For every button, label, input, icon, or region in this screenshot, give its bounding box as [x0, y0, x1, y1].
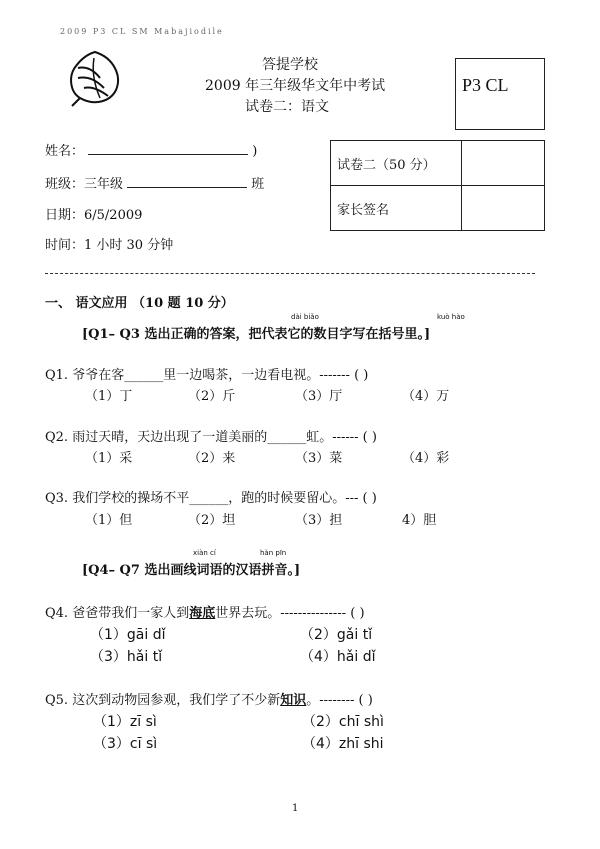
question-3: Q3. 我们学校的操场不平______，跑的时候要留心。--- ( )	[45, 491, 377, 506]
pinyin-hanpin: hàn pīn	[260, 549, 287, 557]
page-number: 1	[292, 803, 299, 814]
name-blank[interactable]	[88, 144, 248, 155]
q3-option-1[interactable]: （1）但	[85, 513, 133, 528]
class-blank[interactable]	[127, 177, 247, 188]
school-name: 答提学校	[262, 57, 318, 73]
q5-option-3[interactable]: （3）cī sì	[93, 736, 158, 752]
q5-keyword: 知识	[280, 693, 307, 708]
q1-option-4[interactable]: （4）万	[402, 389, 450, 404]
pinyin-xianci: xiàn cí	[193, 549, 216, 557]
score-label: 试卷二（50 分）	[331, 141, 462, 186]
date-field: 日期：6/5/2009	[45, 208, 143, 223]
class-code: P3 CL	[462, 75, 509, 95]
class-code-box	[455, 58, 545, 130]
question-2: Q2. 雨过天晴，天边出现了一道美丽的______虹。------ ( )	[45, 430, 377, 445]
q5-option-4[interactable]: （4）zhī shi	[302, 736, 384, 752]
question-5	[45, 689, 373, 708]
instruction-q1-q3: [Q1– Q3 选出正确的答案，把代表它的数目字写在括号里。]	[82, 327, 431, 342]
q4-option-1[interactable]: （1）gāi dǐ	[90, 627, 166, 643]
score-table	[330, 140, 545, 231]
q2-option-4[interactable]: （4）彩	[402, 451, 450, 466]
time-field: 时间：1 小时 30 分钟	[45, 238, 174, 253]
pinyin-kuohao: kuò hào	[437, 313, 465, 321]
question-4	[45, 602, 365, 621]
q5-text-suffix: 。-------- ( )	[306, 693, 373, 708]
exam-title: 2009 年三年级华文年中考试	[205, 78, 386, 94]
q5-text-prefix: Q5. 这次到动物园参观，我们学了不少新	[45, 693, 281, 708]
q1-option-2[interactable]: （2）斤	[188, 389, 236, 404]
name-paren: )	[252, 144, 258, 159]
scan-meta-text: 2009 P3 CL SM Mabajiodile	[60, 27, 224, 36]
section-heading: 一、 语文应用 （10 题 10 分）	[45, 296, 234, 311]
q4-keyword: 海底	[189, 606, 216, 621]
q5-option-1[interactable]: （1）zī sì	[93, 714, 157, 730]
q2-option-3[interactable]: （3）菜	[295, 451, 343, 466]
q3-option-3[interactable]: （3）担	[295, 513, 343, 528]
class-label: 班级：三年级	[45, 177, 124, 192]
leaf-logo-icon	[64, 48, 126, 110]
pinyin-daibiao: dài biǎo	[291, 313, 319, 321]
paper-title: 试卷二：语文	[245, 99, 329, 115]
q4-option-3[interactable]: （3）hǎi tǐ	[90, 649, 163, 665]
school-logo	[64, 48, 126, 114]
q4-option-2[interactable]: （2）gǎi tǐ	[300, 627, 373, 643]
class-field	[45, 173, 264, 192]
q2-option-1[interactable]: （1）采	[85, 451, 133, 466]
parent-signature-label: 家长签名	[331, 186, 462, 231]
name-label: 姓名：	[45, 144, 85, 159]
name-field	[45, 140, 257, 159]
q4-text-suffix: 世界去玩。--------------- ( )	[215, 606, 365, 621]
question-1: Q1. 爷爷在客______里一边喝茶，一边看电视。------- ( )	[45, 368, 369, 383]
q3-option-4[interactable]: 4）胆	[402, 513, 437, 528]
class-suffix: 班	[251, 177, 265, 192]
q4-text-prefix: Q4. 爸爸带我们一家人到	[45, 606, 190, 621]
divider	[45, 273, 535, 274]
q1-option-1[interactable]: （1）丁	[85, 389, 133, 404]
q5-option-2[interactable]: （2）chī shì	[302, 714, 384, 730]
q2-option-2[interactable]: （2）来	[188, 451, 236, 466]
score-cell[interactable]	[462, 141, 545, 186]
q1-option-3[interactable]: （3）厅	[295, 389, 343, 404]
q4-option-4[interactable]: （4）hǎi dǐ	[300, 649, 376, 665]
parent-signature-cell[interactable]	[462, 186, 545, 231]
q3-option-2[interactable]: （2）坦	[188, 513, 236, 528]
instruction-q4-q7: [Q4– Q7 选出画线词语的汉语拼音。]	[82, 563, 301, 578]
